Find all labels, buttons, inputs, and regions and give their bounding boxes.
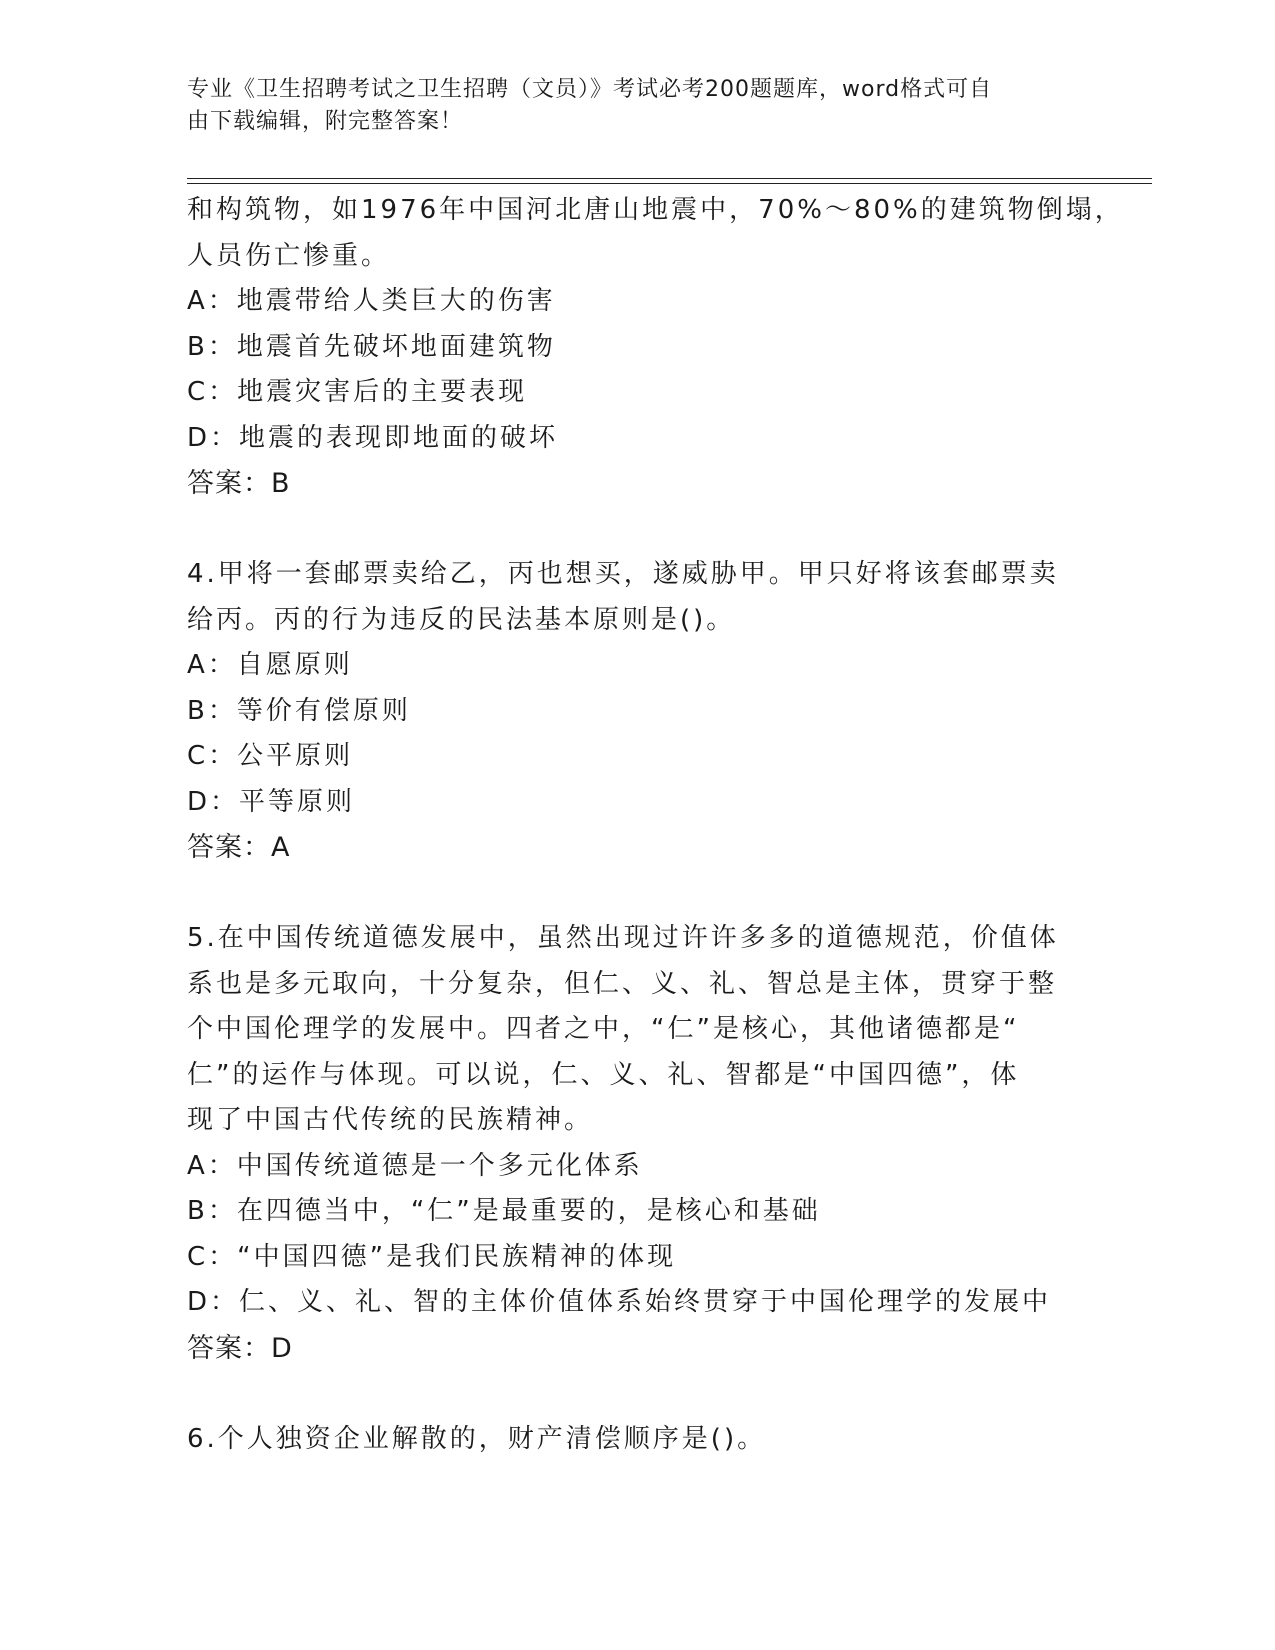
option-d: D：地震的表现即地面的破坏	[187, 422, 559, 453]
question-stem-line: 仁”的运作与体现。可以说，仁、义、礼、智都是“中国四德”，体	[187, 1059, 1020, 1090]
answer-line: 答案：D	[187, 1332, 293, 1364]
question-stem-line: 5.在中国传统道德发展中，虽然出现过许许多多的道德规范，价值体	[187, 923, 1059, 953]
option-c: C：“中国四德”是我们民族精神的体现	[187, 1241, 677, 1272]
question-stem-line: 4.甲将一套邮票卖给乙，丙也想买，遂威胁甲。甲只好将该套邮票卖	[187, 559, 1059, 589]
question-5	[187, 916, 1067, 1371]
header-title-line-2: 由下载编辑，附完整答案！	[187, 109, 464, 134]
question-4	[187, 552, 1067, 871]
option-d: D：仁、义、礼、智的主体价值体系始终贯穿于中国伦理学的发展中	[187, 1287, 1052, 1317]
option-a: A：中国传统道德是一个多元化体系	[187, 1150, 643, 1181]
option-b: B：等价有偿原则	[187, 695, 411, 726]
option-d: D：平等原则	[187, 786, 356, 817]
question-stem-line: 个中国伦理学的发展中。四者之中，“仁”是核心，其他诸德都是“	[187, 1014, 1020, 1044]
answer-line: 答案：B	[187, 468, 291, 499]
option-b: B：地震首先破坏地面建筑物	[187, 331, 556, 362]
spacer	[187, 1371, 1067, 1417]
header-divider-bottom	[187, 183, 1152, 184]
option-c: C：公平原则	[187, 741, 354, 771]
question-stem-line: 人员伤亡惨重。	[187, 240, 391, 271]
answer-line: 答案：A	[187, 832, 291, 863]
spacer	[187, 871, 1067, 917]
question-stem-line: 6.个人独资企业解散的，财产清偿顺序是()。	[187, 1423, 767, 1454]
header-title-line-1: 专业《卫生招聘考试之卫生招聘（文员）》考试必考200题题库，word格式可自	[187, 77, 993, 102]
question-stem-line: 系也是多元取向，十分复杂，但仁、义、礼、智总是主体，贯穿于整	[187, 968, 1058, 999]
option-c: C：地震灾害后的主要表现	[187, 377, 528, 407]
document-header	[187, 74, 1067, 138]
option-b: B：在四德当中，“仁”是最重要的，是核心和基础	[187, 1196, 821, 1226]
question-stem-line: 现了中国古代传统的民族精神。	[187, 1105, 594, 1135]
option-a: A：自愿原则	[187, 650, 353, 680]
spacer	[187, 507, 1067, 553]
document-body	[187, 188, 1124, 1462]
question-stem-line: 给丙。丙的行为违反的民法基本原则是()。	[187, 604, 736, 635]
question-stem-line: 和构筑物，如1976年中国河北唐山地震中，70%～80%的建筑物倒塌，	[187, 195, 1124, 225]
question-3	[187, 188, 1124, 507]
question-6	[187, 1417, 1067, 1463]
header-divider-top	[187, 178, 1152, 179]
option-a: A：地震带给人类巨大的伤害	[187, 286, 556, 316]
